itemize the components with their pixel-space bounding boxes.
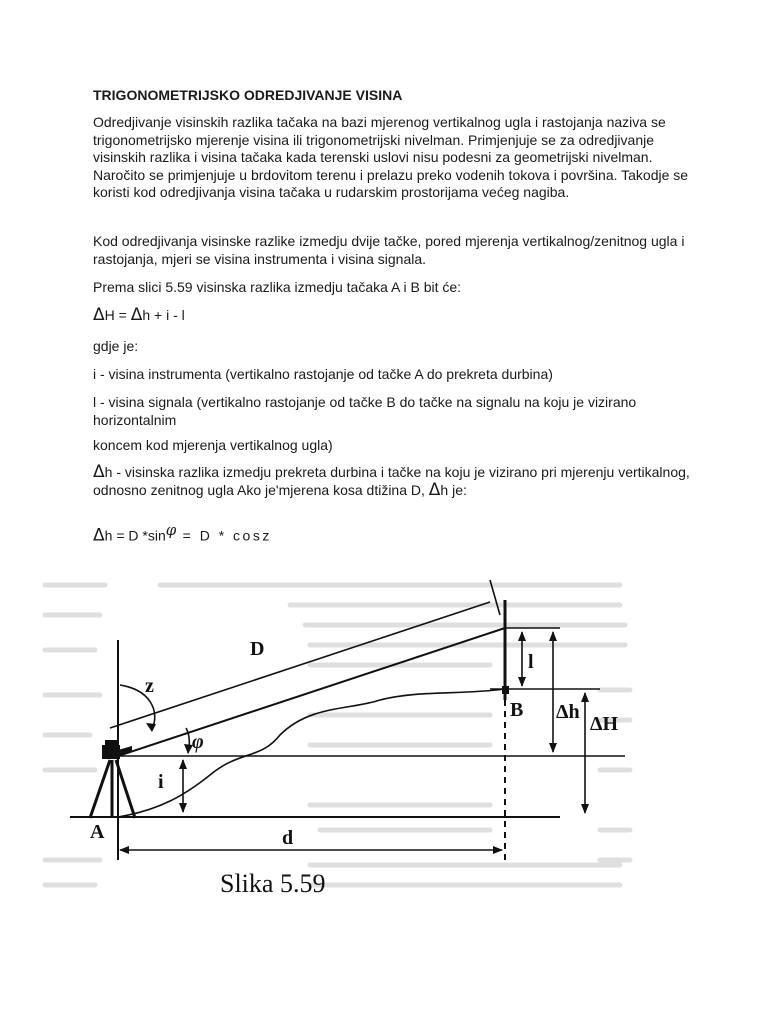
scan-background bbox=[45, 585, 630, 885]
label-a: A bbox=[90, 821, 105, 843]
definition-l-continued: koncem kod mjerenja vertikalnog ugla) bbox=[93, 437, 333, 453]
label-phi: φ bbox=[192, 731, 204, 753]
delta-symbol: Δ bbox=[93, 525, 105, 546]
definition-delta-h: Δh - visinska razlika izmedju prekreta durbina i tačke na koju je vizirano pri mjerenju vertikalnog, odnosno zenitnog ugla Ako je'mjerena kosa dtižina D, Δh je: bbox=[93, 462, 690, 500]
definition-i: i - visina instrumenta (vertikalno rastojanje od tačke A do prekreta durbina) bbox=[93, 366, 553, 382]
label-b: B bbox=[510, 699, 524, 721]
paragraph-reference: Prema slici 5.59 visinska razlika izmedju tačaka A i B bit će: bbox=[93, 279, 462, 295]
paragraph-measurement: Kod odredjivanja visinske razlike izmedju dvije tačke, pored mjerenja vertikalnog/zenitnog ugla i rastojanja, mjeri se visina instrumenta i visina signala. bbox=[93, 233, 685, 267]
delta-symbol: Δ bbox=[93, 462, 105, 482]
label-small-d: d bbox=[282, 827, 294, 849]
phi-symbol: φ bbox=[165, 521, 177, 539]
definition-l: l - visina signala (vertikalno rastojanje od tačke B do tačke na signalu na koju je vizirano horizontalnim bbox=[93, 394, 637, 428]
where-label: gdje je: bbox=[93, 338, 139, 354]
terrain-profile bbox=[118, 689, 505, 817]
figure-caption: Slika 5.59 bbox=[220, 869, 326, 898]
label-z: z bbox=[145, 675, 154, 697]
delta-symbol: Δ bbox=[130, 305, 143, 325]
label-d: D bbox=[250, 638, 265, 660]
label-i: i bbox=[158, 771, 164, 793]
document-title: TRIGONOMETRIJSKO ODREDJIVANJE VISINA bbox=[93, 87, 403, 103]
label-l: l bbox=[528, 651, 534, 673]
label-delta-h: Δh bbox=[556, 701, 580, 723]
delta-symbol: Δ bbox=[93, 305, 105, 325]
formula-height-difference: ΔH = Δh + i - l bbox=[93, 305, 185, 325]
formula-delta-h: Δh = D $*\sin^\varphi = D * \cos z$ bbox=[93, 521, 272, 546]
paragraph-intro: Odredjivanje visinskih razlika tačaka na bazi mjerenog vertikalnog ugla i rastojanja naziva se trigonometrijsko mjerenje visina ili trigonometrijski nivelman. Primjenjuje se za odredjivanje visinskih razlika i visina tačaka kada terenski uslovi nisu podesni za geometrijski nivelman. Naročito se primjenjuje u brdovitom terenu i prelazu preko vodenih tokova i površina. Takodje se koristi kod odredjivanja visina tačaka u rudarskim prostorijama većeg nagiba. bbox=[93, 114, 689, 200]
point-b-marker bbox=[502, 686, 509, 694]
figure-5-59 bbox=[40, 560, 640, 905]
delta-symbol: Δ bbox=[428, 479, 441, 500]
label-delta-H: ΔH bbox=[590, 713, 619, 735]
